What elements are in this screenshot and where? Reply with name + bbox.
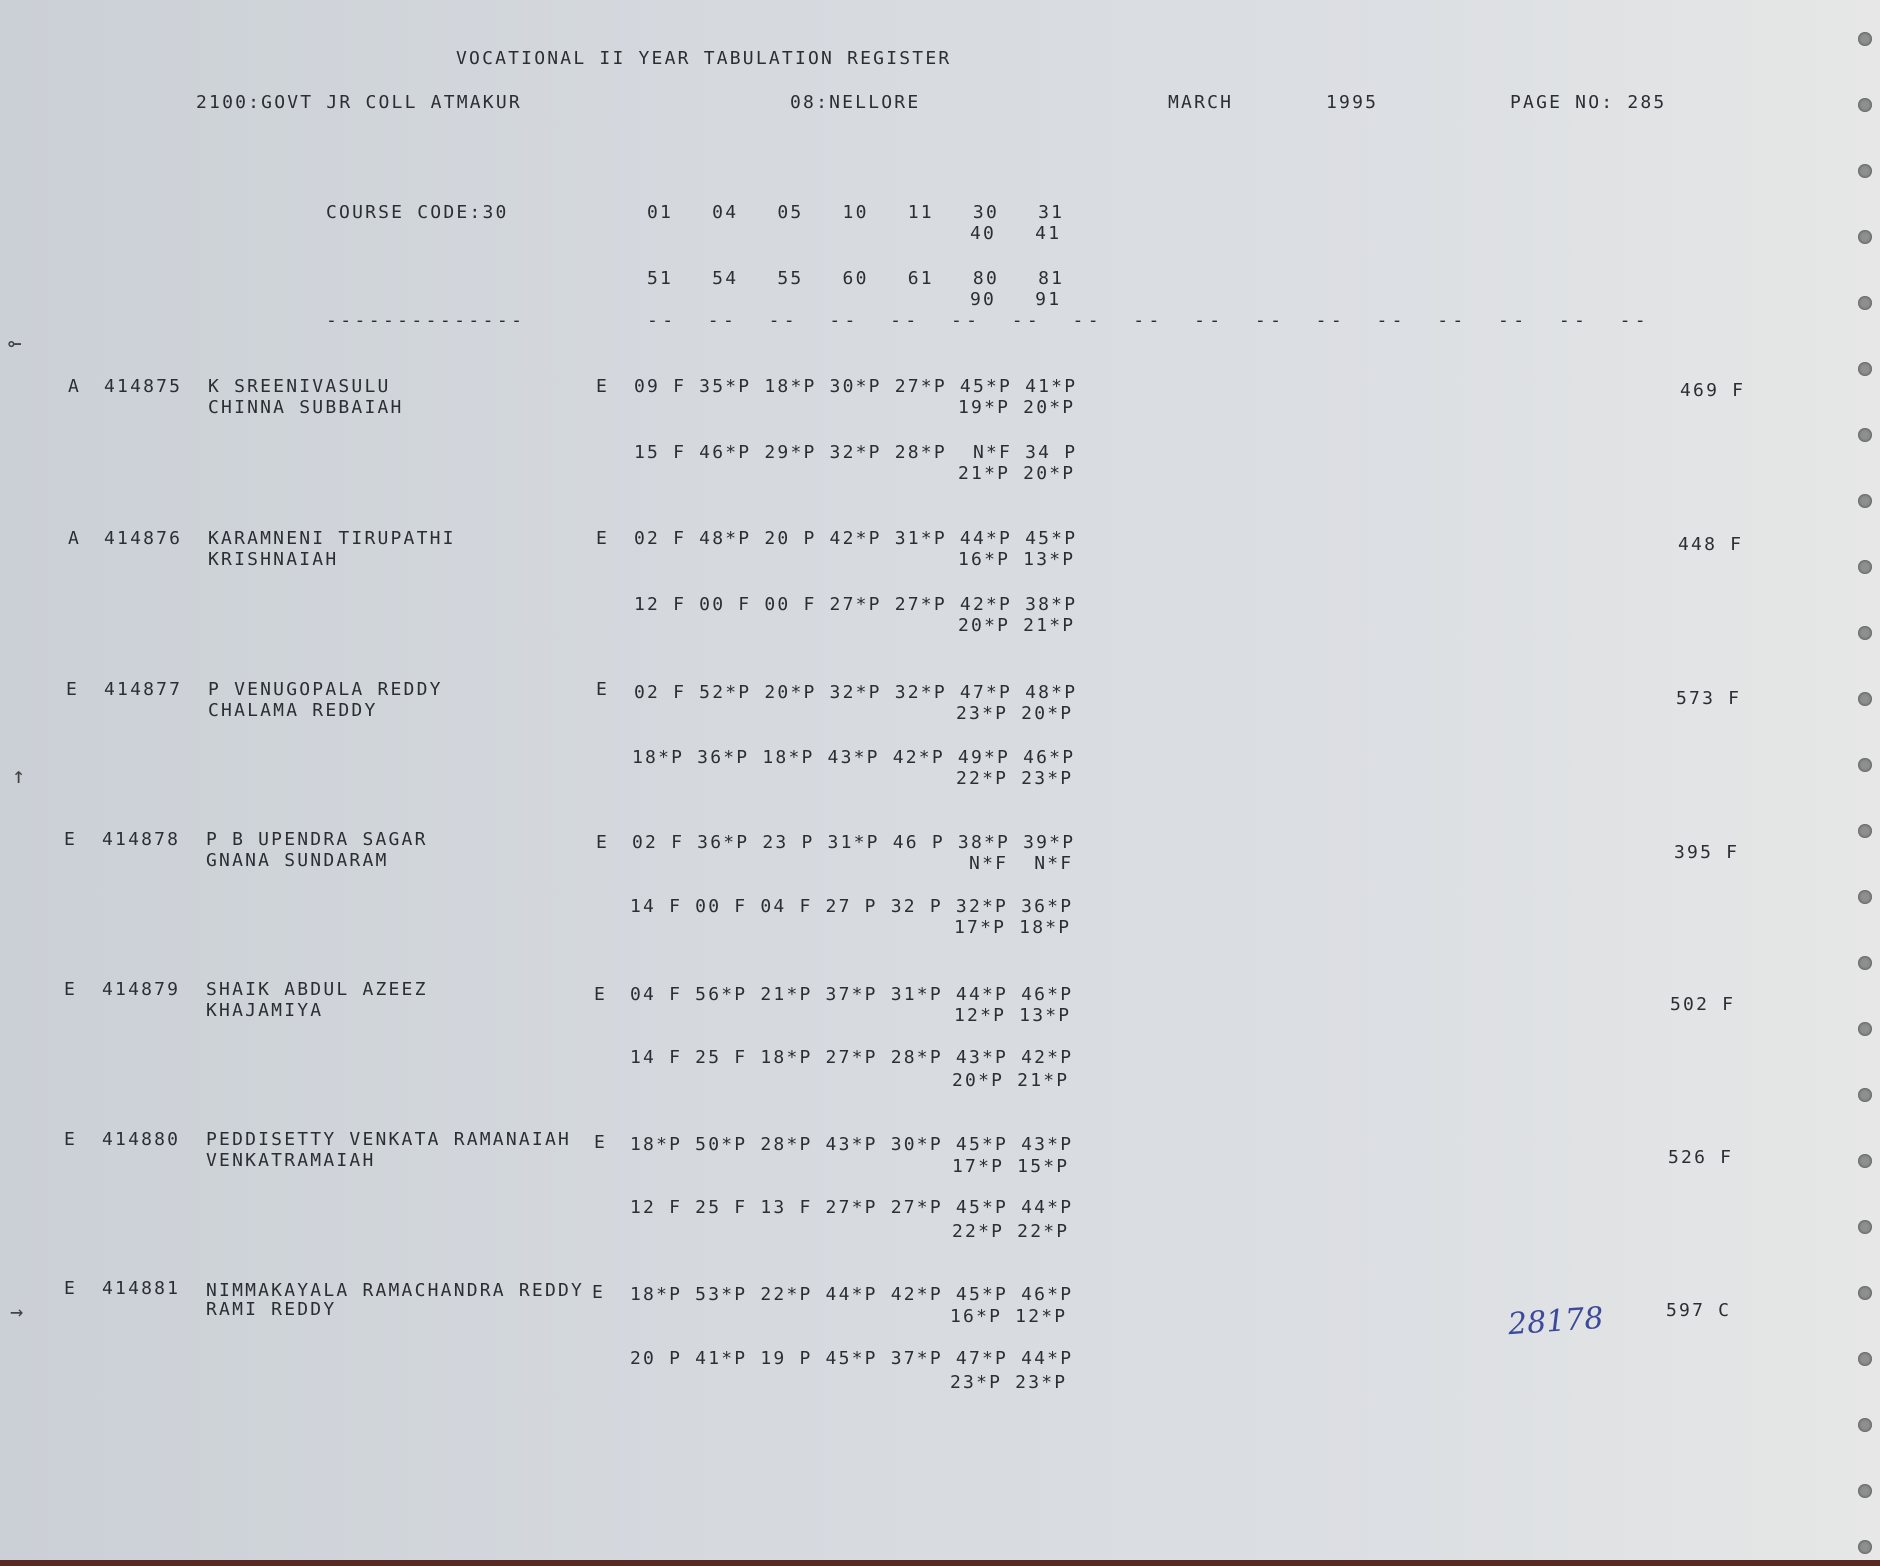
course-underline: --------------: [326, 310, 526, 331]
sprocket-hole: [1858, 230, 1872, 244]
register-title: VOCATIONAL II YEAR TABULATION REGISTER: [456, 48, 952, 69]
category: E: [64, 1129, 78, 1150]
reg-number: 414881: [102, 1278, 181, 1299]
marks-line1: 02 F 36*P 23 P 31*P 46 P 38*P 39*P: [632, 832, 1076, 853]
sprocket-hole: [1858, 164, 1872, 178]
marks-line2: 12 F 25 F 13 F 27*P 27*P 45*P 44*P: [630, 1197, 1074, 1218]
reg-number: 414880: [102, 1129, 181, 1150]
marks-line1: 18*P 53*P 22*P 44*P 42*P 45*P 46*P: [630, 1284, 1074, 1305]
marks-line1b: 12*P 13*P: [954, 1005, 1072, 1026]
sprocket-hole: [1858, 1418, 1872, 1432]
sprocket-hole: [1858, 32, 1872, 46]
marks-line1: 18*P 50*P 28*P 43*P 30*P 45*P 43*P: [630, 1134, 1074, 1155]
category: E: [64, 979, 78, 1000]
medium: E: [596, 679, 610, 700]
reg-number: 414876: [104, 528, 183, 549]
marks-line2: 15 F 46*P 29*P 32*P 28*P N*F 34 P: [634, 442, 1078, 463]
binding-mark: ⟜: [8, 332, 22, 357]
exam-month: MARCH: [1168, 92, 1234, 113]
marks-line2b: 22*P 23*P: [956, 768, 1074, 789]
marks-line2b: 23*P 23*P: [950, 1372, 1068, 1393]
marks-line1: 09 F 35*P 18*P 30*P 27*P 45*P 41*P: [634, 376, 1078, 397]
total-result: 448 F: [1678, 534, 1744, 555]
medium: E: [592, 1282, 606, 1303]
marks-line1: 04 F 56*P 21*P 37*P 31*P 44*P 46*P: [630, 984, 1074, 1005]
sprocket-hole: [1858, 824, 1872, 838]
total-result: 469 F: [1680, 380, 1746, 401]
total-result: 395 F: [1674, 842, 1740, 863]
column-dashes: -- -- -- -- -- -- -- -- -- -- -- -- -- -- -- -- --: [647, 310, 1650, 331]
marks-line2b: 20*P 21*P: [952, 1070, 1070, 1091]
category: E: [64, 1278, 78, 1299]
reg-number: 414877: [104, 679, 183, 700]
subject-codes-row2b: 90 91: [970, 289, 1062, 310]
category: A: [68, 528, 82, 549]
sprocket-hole: [1858, 692, 1872, 706]
reg-number: 414879: [102, 979, 181, 1000]
sprocket-hole: [1858, 758, 1872, 772]
marks-line1b: 16*P 13*P: [958, 549, 1076, 570]
sprocket-hole: [1858, 1220, 1872, 1234]
father-name: VENKATRAMAIAH: [206, 1150, 376, 1171]
student-name: K SREENIVASULU: [208, 376, 391, 397]
sprocket-hole: [1858, 1022, 1872, 1036]
reg-number: 414875: [104, 376, 183, 397]
binding-mark: →: [10, 1300, 24, 1325]
total-result: 526 F: [1668, 1147, 1734, 1168]
college-name: 2100:GOVT JR COLL ATMAKUR: [196, 92, 522, 113]
sprocket-hole: [1858, 494, 1872, 508]
marks-line1b: 16*P 12*P: [950, 1306, 1068, 1327]
sprocket-hole: [1858, 1154, 1872, 1168]
marks-line1b: 17*P 15*P: [952, 1156, 1070, 1177]
sprocket-hole: [1858, 1352, 1872, 1366]
district-name: 08:NELLORE: [790, 92, 921, 113]
subject-codes-row2: 51 54 55 60 61 80 81: [647, 268, 1065, 289]
sprocket-hole: [1858, 1286, 1872, 1300]
marks-line1b: 19*P 20*P: [958, 397, 1076, 418]
binding-mark: ↑: [12, 764, 26, 789]
sprocket-hole: [1858, 890, 1872, 904]
marks-line2: 12 F 00 F 00 F 27*P 27*P 42*P 38*P: [634, 594, 1078, 615]
medium: E: [596, 528, 610, 549]
handwritten-note: 28178: [1506, 1300, 1605, 1343]
sprocket-hole: [1858, 296, 1872, 310]
marks-line1: 02 F 48*P 20 P 42*P 31*P 44*P 45*P: [634, 528, 1078, 549]
sprocket-hole: [1858, 362, 1872, 376]
marks-line2b: 22*P 22*P: [952, 1221, 1070, 1242]
subject-codes-row1b: 40 41: [970, 223, 1062, 244]
sprocket-hole: [1858, 428, 1872, 442]
marks-line1b: N*F N*F: [956, 853, 1074, 874]
medium: E: [596, 376, 610, 397]
medium: E: [594, 1132, 608, 1153]
student-name: SHAIK ABDUL AZEEZ: [206, 979, 428, 1000]
category: E: [64, 829, 78, 850]
marks-line1: 02 F 52*P 20*P 32*P 32*P 47*P 48*P: [634, 682, 1078, 703]
student-name: P VENUGOPALA REDDY: [208, 679, 443, 700]
category: E: [66, 679, 80, 700]
exam-year: 1995: [1326, 92, 1379, 113]
father-name: KHAJAMIYA: [206, 1000, 324, 1021]
student-name: PEDDISETTY VENKATA RAMANAIAH: [206, 1129, 572, 1150]
page-number: PAGE NO: 285: [1510, 92, 1667, 113]
medium: E: [596, 832, 610, 853]
total-result: 597 C: [1666, 1300, 1732, 1321]
marks-line2b: 20*P 21*P: [958, 615, 1076, 636]
subject-codes-row1: 01 04 05 10 11 30 31: [647, 202, 1065, 223]
marks-line1b: 23*P 20*P: [956, 703, 1074, 724]
father-name: RAMI REDDY: [206, 1299, 337, 1320]
student-name: P B UPENDRA SAGAR: [206, 829, 428, 850]
course-code: COURSE CODE:30: [326, 202, 509, 223]
father-name: CHINNA SUBBAIAH: [208, 397, 404, 418]
marks-line2b: 21*P 20*P: [958, 463, 1076, 484]
marks-line2: 14 F 00 F 04 F 27 P 32 P 32*P 36*P: [630, 896, 1074, 917]
marks-line2: 18*P 36*P 18*P 43*P 42*P 49*P 46*P: [632, 747, 1076, 768]
sprocket-hole: [1858, 626, 1872, 640]
father-name: GNANA SUNDARAM: [206, 850, 389, 871]
marks-line2b: 17*P 18*P: [954, 917, 1072, 938]
sprocket-hole: [1858, 1540, 1872, 1554]
sprocket-hole: [1858, 560, 1872, 574]
category: A: [68, 376, 82, 397]
sprocket-hole: [1858, 98, 1872, 112]
father-name: CHALAMA REDDY: [208, 700, 378, 721]
reg-number: 414878: [102, 829, 181, 850]
student-name: KARAMNENI TIRUPATHI: [208, 528, 456, 549]
sprocket-hole: [1858, 1484, 1872, 1498]
marks-line2: 20 P 41*P 19 P 45*P 37*P 47*P 44*P: [630, 1348, 1074, 1369]
student-name: NIMMAKAYALA RAMACHANDRA REDDY: [206, 1280, 585, 1301]
total-result: 502 F: [1670, 994, 1736, 1015]
sprocket-hole: [1858, 956, 1872, 970]
sprocket-hole: [1858, 1088, 1872, 1102]
medium: E: [594, 984, 608, 1005]
marks-line2: 14 F 25 F 18*P 27*P 28*P 43*P 42*P: [630, 1047, 1074, 1068]
father-name: KRISHNAIAH: [208, 549, 339, 570]
total-result: 573 F: [1676, 688, 1742, 709]
